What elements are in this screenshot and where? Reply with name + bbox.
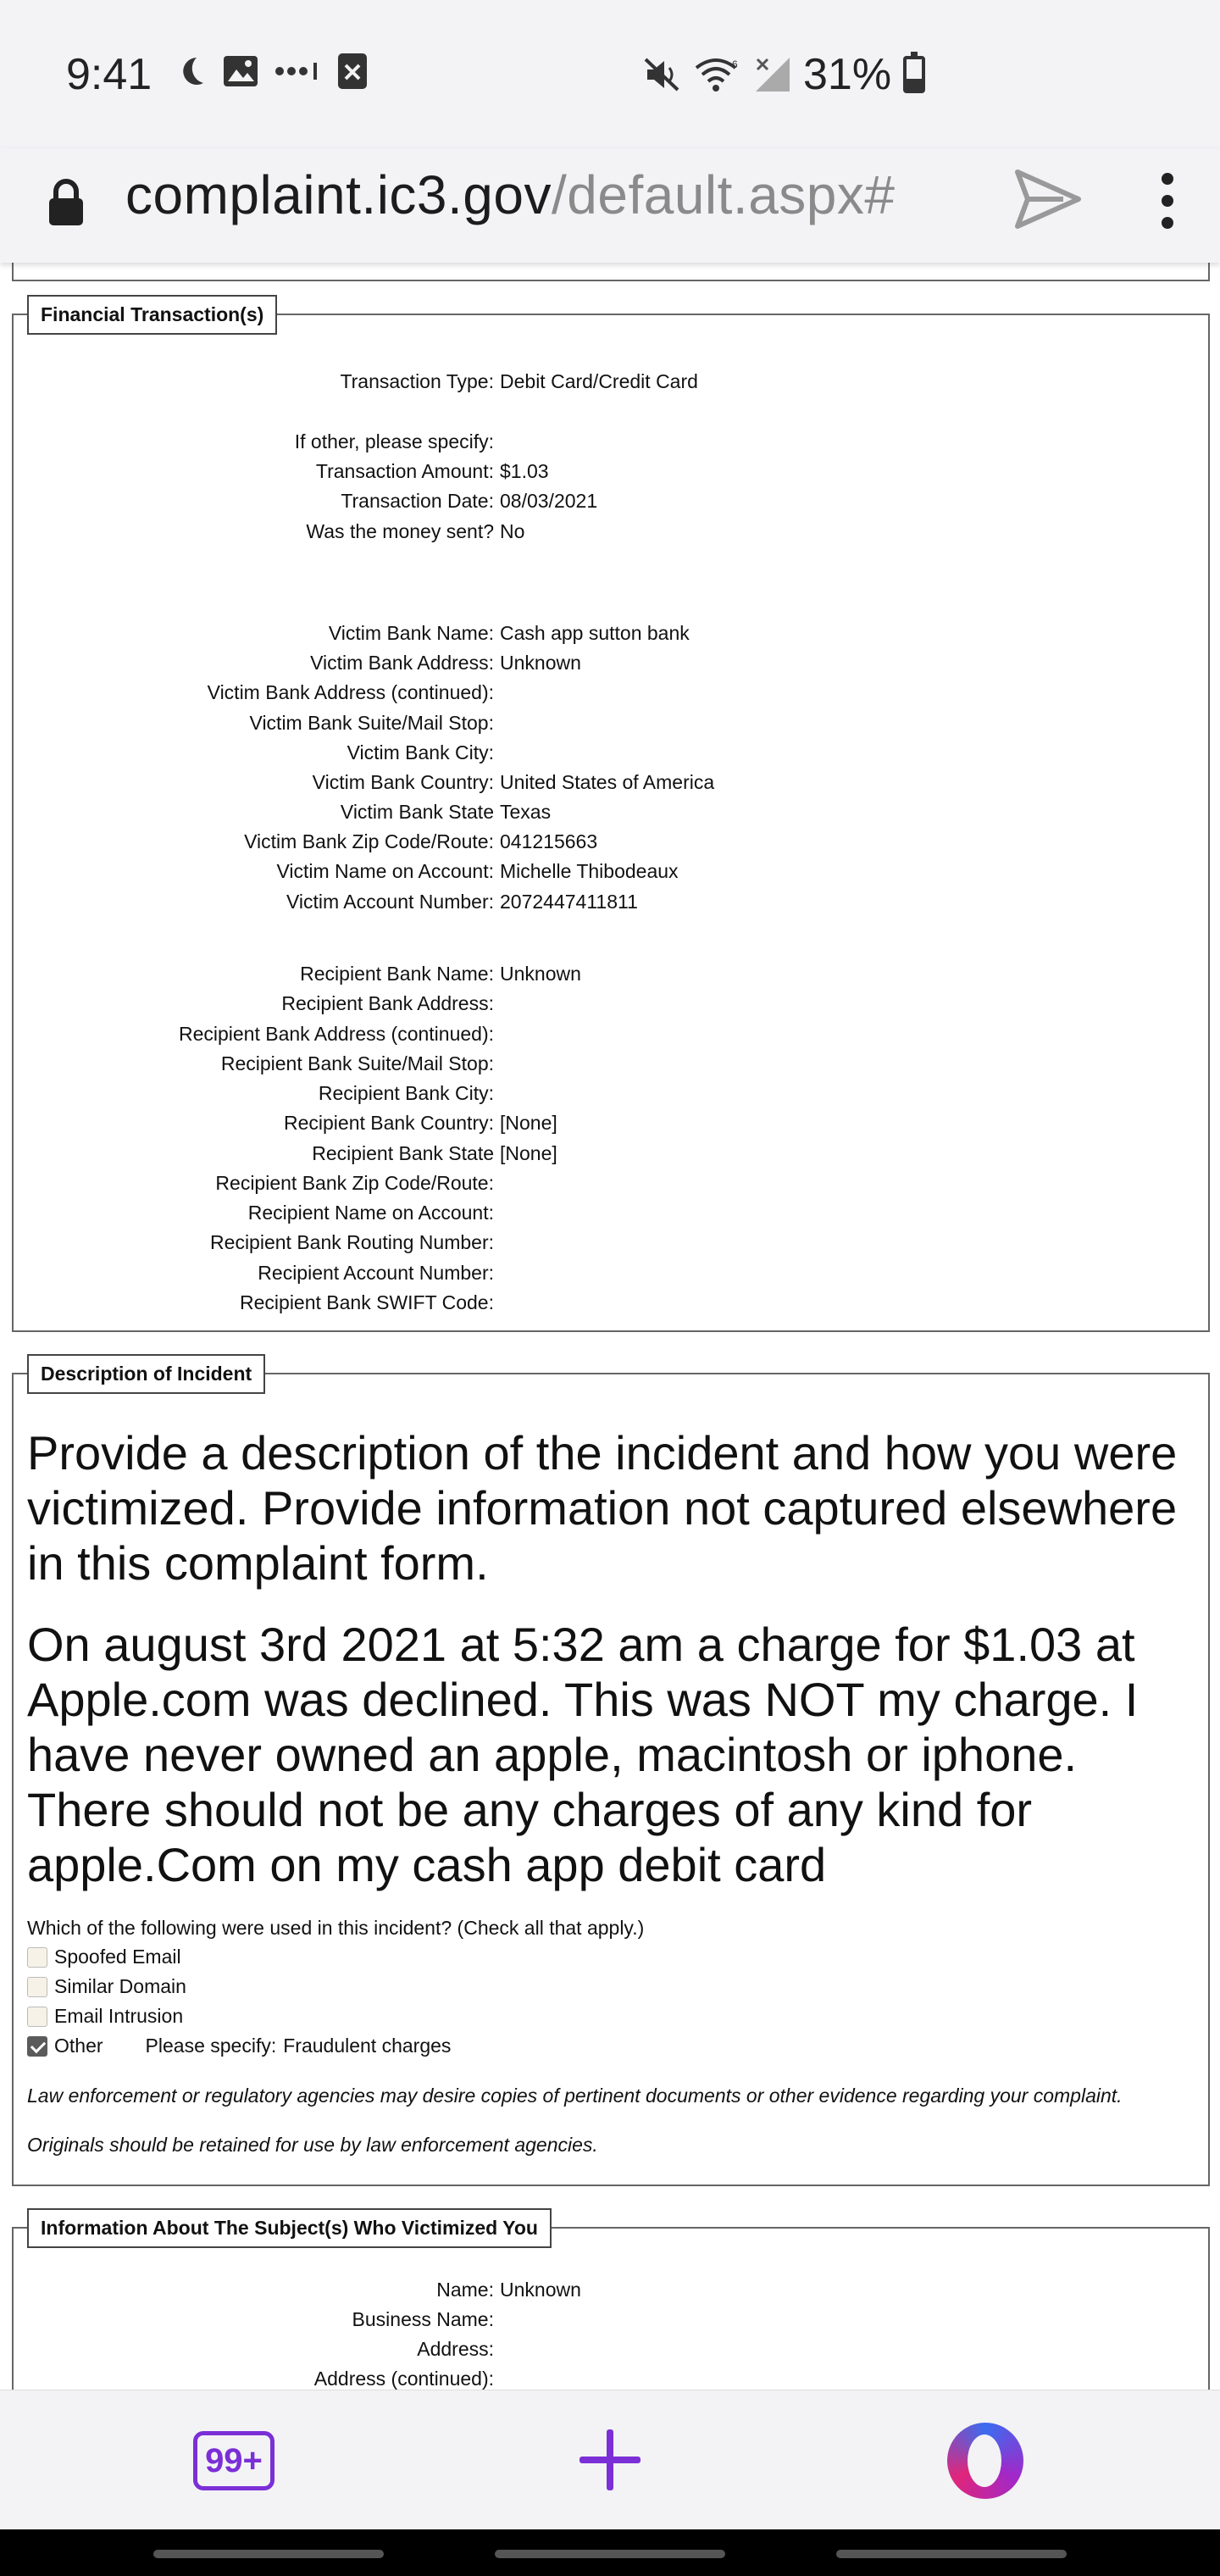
- previous-section-edge: [12, 263, 1210, 281]
- field-value: Michelle Thibodeaux: [500, 860, 679, 882]
- field-label: Recipient Bank Address (continued):: [178, 1023, 494, 1045]
- option-similar-domain[interactable]: [27, 1975, 186, 1998]
- home-gesture[interactable]: [495, 2550, 725, 2558]
- field-row: [14, 888, 1208, 915]
- field-value: 041215663: [500, 830, 598, 852]
- checkbox-checked[interactable]: [27, 2036, 47, 2057]
- field-row: [14, 2306, 1208, 2333]
- option-email-intrusion[interactable]: [27, 2005, 183, 2028]
- field-label: Transaction Type:: [340, 370, 494, 392]
- field-value: 2072447411811: [500, 891, 638, 913]
- section-legend: Financial Transaction(s): [27, 295, 277, 335]
- field-row: [14, 1109, 1208, 1136]
- field-row: [14, 1020, 1208, 1047]
- recent-apps-gesture[interactable]: [153, 2550, 384, 2558]
- tabs-button[interactable]: 99+: [193, 2431, 274, 2490]
- field-label: Victim Bank State: [340, 801, 494, 823]
- field-row: [14, 769, 1208, 796]
- field-value: 08/03/2021: [500, 490, 598, 512]
- signal-icon: [754, 56, 791, 93]
- incident-description: On august 3rd 2021 at 5:32 am a charge for $1.03 at Apple.com was declined. This was NOT my charge. I have never owned an apple, macintosh or iphone. There should not be any charges of any kind for apple.Com on my cash app debit card: [27, 1618, 1139, 1891]
- field-row: [14, 619, 1208, 647]
- url-domain: complaint.ic3.gov: [125, 164, 552, 225]
- field-value: [None]: [500, 1142, 557, 1164]
- incident-prompt: Provide a description of the incident and how you were victimized. Provide information not captured elsewhere in this complaint form.: [27, 1426, 1178, 1590]
- field-value: No: [500, 520, 525, 542]
- field-label: Recipient Bank City:: [318, 1082, 494, 1104]
- field-label: Recipient Bank State: [312, 1142, 494, 1164]
- checkbox[interactable]: [27, 1977, 47, 1997]
- field-value: Unknown: [500, 2279, 581, 2301]
- field-row: [14, 709, 1208, 736]
- other-specify-label: Please specify:: [145, 2035, 277, 2057]
- section-legend: Information About The Subject(s) Who Victimized You: [27, 2208, 552, 2248]
- more-menu-icon[interactable]: [1152, 167, 1183, 235]
- incident-question: Which of the following were used in this incident? (Check all that apply.): [27, 1917, 645, 1939]
- moon-icon: [178, 54, 207, 88]
- option-label: Spoofed Email: [54, 1946, 181, 1968]
- url-field[interactable]: [125, 164, 895, 226]
- subject-information-section: [12, 2217, 1210, 2390]
- field-label: Recipient Bank Zip Code/Route:: [215, 1172, 494, 1194]
- browser-address-bar: [0, 148, 1220, 263]
- field-label: Victim Bank Address:: [310, 652, 494, 674]
- field-label: Recipient Bank Address:: [281, 992, 494, 1014]
- field-row: [14, 1199, 1208, 1226]
- option-other[interactable]: [27, 2035, 451, 2057]
- field-row: [14, 990, 1208, 1017]
- field-label: Victim Account Number:: [286, 891, 494, 913]
- field-label: Victim Bank Country:: [312, 771, 494, 793]
- field-row: [14, 1259, 1208, 1286]
- field-row: [14, 2365, 1208, 2390]
- field-row: [14, 518, 1208, 545]
- notification-icons: [178, 53, 368, 90]
- field-row: [14, 2335, 1208, 2362]
- field-value: [None]: [500, 1112, 557, 1134]
- field-row: [14, 798, 1208, 825]
- section-legend: Description of Incident: [27, 1354, 265, 1394]
- new-tab-plus-icon[interactable]: [576, 2426, 644, 2494]
- field-row: [14, 428, 1208, 455]
- field-label: Transaction Date:: [341, 490, 494, 512]
- browser-bottom-bar: [0, 2390, 1220, 2529]
- evidence-note: Law enforcement or regulatory agencies may desire copies of pertinent documents or other evidence regarding your complaint.: [27, 2085, 1123, 2107]
- field-value: $1.03: [500, 460, 549, 482]
- lock-icon[interactable]: [47, 178, 85, 229]
- description-of-incident-section: [12, 1363, 1210, 2186]
- opera-menu-icon[interactable]: [947, 2423, 1023, 2499]
- send-icon[interactable]: [1012, 167, 1084, 231]
- field-label: Victim Bank Zip Code/Route:: [244, 830, 494, 852]
- dots-icon: [274, 63, 322, 80]
- complaint-page: [0, 263, 1220, 2390]
- field-row: [14, 1080, 1208, 1107]
- field-label: Victim Bank Suite/Mail Stop:: [249, 712, 494, 734]
- field-row: [14, 458, 1208, 485]
- system-status-icons: [644, 49, 925, 100]
- option-label: Email Intrusion: [54, 2005, 184, 2027]
- battery-percent: 31%: [803, 50, 892, 99]
- field-value: Unknown: [500, 652, 581, 674]
- field-label: Recipient Bank Suite/Mail Stop:: [220, 1052, 494, 1074]
- financial-transactions-section: [12, 303, 1210, 1332]
- gesture-bar: [0, 2529, 1220, 2576]
- other-specify-value: Fraudulent charges: [283, 2035, 452, 2057]
- field-row: [14, 2276, 1208, 2303]
- field-row: [14, 649, 1208, 676]
- checkbox[interactable]: [27, 1947, 47, 1968]
- field-label: Recipient Bank Country:: [283, 1112, 494, 1134]
- field-row: [14, 739, 1208, 766]
- field-label: Victim Bank Name:: [328, 622, 494, 644]
- field-label: Recipient Name on Account:: [247, 1202, 494, 1224]
- field-label: Transaction Amount:: [315, 460, 494, 482]
- field-row: [14, 1140, 1208, 1167]
- wifi-icon: [693, 56, 742, 93]
- field-value: Cash app sutton bank: [500, 622, 690, 644]
- field-label: Address:: [417, 2338, 494, 2360]
- field-row: [14, 828, 1208, 855]
- field-row: [14, 858, 1208, 885]
- image-icon: [222, 54, 259, 88]
- field-label: Victim Name on Account:: [276, 860, 494, 882]
- field-row: [14, 1169, 1208, 1196]
- field-label: Recipient Account Number:: [258, 1262, 494, 1284]
- mute-icon: [644, 56, 681, 93]
- svg-text:6: 6: [732, 58, 738, 70]
- field-label: Was the money sent?: [306, 520, 494, 542]
- field-label: Recipient Bank SWIFT Code:: [240, 1291, 494, 1313]
- option-label: Other: [54, 2035, 103, 2057]
- close-box-icon: [337, 53, 368, 90]
- field-row: [14, 1289, 1208, 1316]
- field-row: [14, 1050, 1208, 1077]
- url-path: /default.aspx#: [551, 164, 896, 225]
- field-label: Recipient Bank Routing Number:: [210, 1231, 494, 1253]
- status-bar: [0, 0, 1220, 148]
- field-label: Victim Bank City:: [347, 741, 494, 763]
- field-value: Unknown: [500, 963, 581, 985]
- field-label: Victim Bank Address (continued):: [207, 681, 494, 703]
- option-spoofed-email[interactable]: [27, 1946, 181, 1968]
- status-time: 9:41: [66, 50, 152, 99]
- back-gesture[interactable]: [836, 2550, 1067, 2558]
- battery-icon: [903, 56, 925, 93]
- field-label: Recipient Bank Name:: [300, 963, 494, 985]
- field-label: Address (continued):: [313, 2368, 494, 2390]
- field-row: [14, 368, 1208, 395]
- checkbox[interactable]: [27, 2007, 47, 2027]
- field-label: Name:: [436, 2279, 494, 2301]
- originals-note: Originals should be retained for use by law enforcement agencies.: [27, 2134, 598, 2156]
- field-value: Debit Card/Credit Card: [500, 370, 698, 392]
- field-value: Texas: [500, 801, 552, 823]
- field-row: [14, 1229, 1208, 1256]
- field-value: United States of America: [500, 771, 715, 793]
- field-row: [14, 960, 1208, 987]
- field-label: Business Name:: [352, 2308, 494, 2330]
- option-label: Similar Domain: [54, 1975, 186, 1997]
- field-row: [14, 679, 1208, 706]
- field-row: [14, 487, 1208, 514]
- field-label: If other, please specify:: [294, 430, 494, 452]
